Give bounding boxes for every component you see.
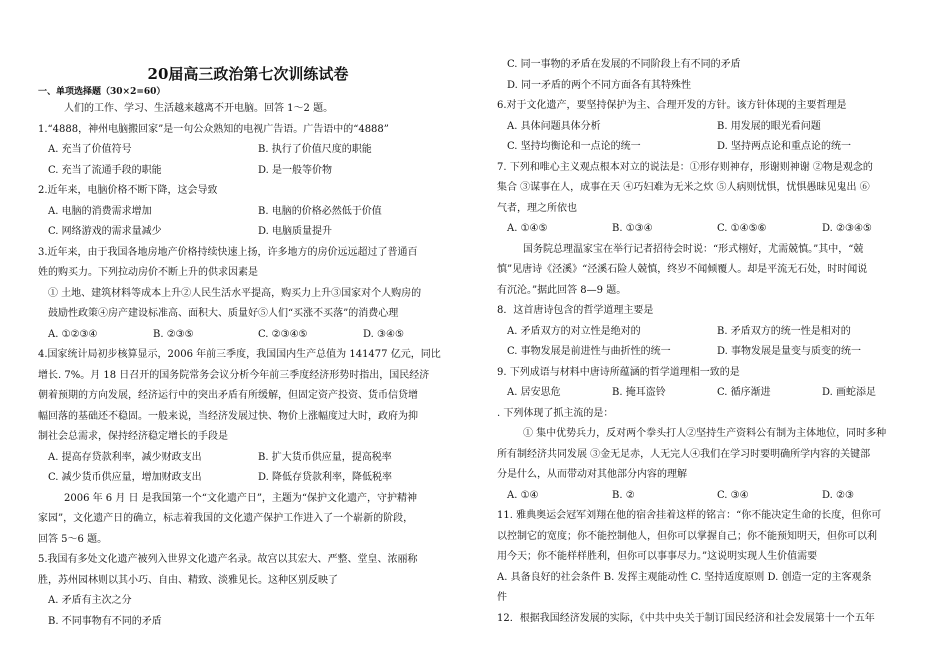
q8-option-a[interactable]: A. 矛盾双方的对立性是绝对的: [507, 325, 641, 337]
q4-options-row1: [38, 448, 458, 469]
q3-line-4: 鼓励性政策④房产建设标准高、面积大、质量好⑤人们“买涨不买落”的消费心理: [48, 308, 399, 319]
q3-option-c[interactable]: C. ②③④⑤: [258, 328, 308, 340]
q4-option-b[interactable]: B. 扩大货币供应量，提高税率: [258, 451, 392, 463]
q4-option-d[interactable]: D. 降低存贷款利率，降低税率: [258, 472, 393, 483]
q5-option-b[interactable]: B. 不同事物有不同的矛盾: [48, 615, 162, 627]
q1-options-row1: [38, 140, 458, 161]
right-column: [497, 55, 917, 629]
q7-option-c[interactable]: C. ①④⑤⑥: [717, 223, 767, 234]
q4-line-4: 幅回落的基础还不稳固。一般来说，当经济发展过快、物价上涨幅度过大时，政府为抑: [38, 410, 418, 422]
q5-option-d[interactable]: D. 同一矛盾的两个不同方面各有其特殊性: [507, 79, 692, 91]
q1-option-c[interactable]: C. 充当了流通手段的职能: [48, 164, 162, 176]
q4-line-5: 制社会总需求，保持经济稳定增长的手段是: [38, 431, 228, 442]
q4-options-row2: [38, 468, 458, 489]
q11-options-line: A. 具备良好的社会条件 B. 发挥主观能动性 C. 坚持适度原则 D. 创造一定的主客观条: [497, 571, 872, 583]
q5-pre-line-1: 2006 年 6 月 日 是我国第一个“文化遗产日”，主题为“保护文化遗产，守护精神: [64, 492, 418, 504]
q5-line-2: 胜，苏州园林则以其小巧、自由、精致、淡雅见长。这种区别反映了: [38, 574, 338, 586]
q9-stem: 9. 下列成语与材料中唐诗所蕴涵的哲学道理相一致的是: [497, 366, 740, 378]
q4-line-1: 4.国家统计局初步核算显示，2006 年前三季度，我国国内生产总值为 141477 亿元，同比: [38, 349, 441, 360]
q6-option-a[interactable]: A. 具体问题具体分析: [507, 120, 601, 132]
q10-line-2: ① 集中优势兵力，反对两个拳头打人②坚持生产资料公有制为主体地位，同时多种: [523, 428, 887, 439]
q7-line-1: 7. 下列和唯心主义观点根本对立的说法是：①形存则神存，形谢则神谢 ②物是观念的: [497, 161, 873, 173]
q11-line-3: 用今天；你不能样样胜利，但你可以事事尽力。”这说明实现人生价值需要: [497, 551, 818, 562]
q1-option-a[interactable]: A. 充当了价值符号: [48, 144, 132, 155]
q8-options-row2: [497, 342, 917, 363]
q7-option-b[interactable]: B. ①③④: [612, 223, 653, 234]
q6-option-c[interactable]: C. 坚持均衡论和一点论的统一: [507, 141, 641, 152]
q9-option-d[interactable]: D. 画蛇添足: [822, 387, 877, 398]
q8-stem: 8．这首唐诗包含的哲学道理主要是: [497, 305, 654, 316]
q11-line-5: 件: [497, 592, 507, 603]
q5-option-a[interactable]: A. 矛盾有主次之分: [48, 595, 132, 606]
q12-line-1: 12．根据我国经济发展的实际，《中共中央关于制订国民经济和社会发展第十一个五年: [497, 612, 875, 624]
q11-line-1: 11. 雅典奥运会冠军刘翔在他的宿舍挂着这样的铭言：“你不能决定生命的长度，但你可: [497, 510, 882, 521]
q1-options-row2: [38, 161, 458, 182]
q10-option-a[interactable]: A. ①④: [507, 489, 539, 501]
q2-option-c[interactable]: C. 网络游戏的需求量减少: [48, 226, 162, 237]
q3-line-2: 姓的购买力。下列拉动房价不断上升的供求因素是: [38, 267, 258, 278]
q6-option-b[interactable]: B. 用发展的眼光看问题: [717, 120, 821, 132]
q10-option-b[interactable]: B. ②: [612, 489, 635, 501]
q4-line-3: 朝着预期的方向发展，经济运行中的突出矛盾有所缓解，但固定资产投资、货币信贷增: [38, 390, 418, 401]
q3-line-3: ① 土地、建筑材料等成本上升②人民生活水平提高，购买力上升③国家对个人购房的: [48, 287, 422, 299]
q2-option-d[interactable]: D. 电脑质量提升: [258, 226, 333, 237]
q1-option-d[interactable]: D. 是一般等价物: [258, 164, 333, 176]
q4-option-a[interactable]: A. 提高存贷款利率，减少财政支出: [48, 451, 202, 463]
q9-option-c[interactable]: C. 循序渐进: [717, 387, 771, 398]
q10-option-c[interactable]: C. ③④: [717, 489, 749, 501]
q10-line-4: 分是什么，从而带动对其他部分内容的理解: [497, 469, 687, 480]
q6-options-row1: [497, 117, 917, 138]
q8-option-d[interactable]: D. 事物发展是量变与质变的统一: [717, 346, 862, 357]
q3-options: [38, 325, 458, 346]
q8-option-c[interactable]: C. 事物发展是前进性与曲折性的统一: [507, 346, 671, 357]
q7-option-a[interactable]: A. ①④⑤: [507, 223, 548, 234]
q5-pre-line-3: 回答 5～6 题。: [38, 533, 108, 545]
q9-option-b[interactable]: B. 掩耳盗铃: [612, 387, 666, 398]
q9-option-a[interactable]: A. 居安思危: [507, 387, 561, 398]
q2-option-a[interactable]: A. 电脑的消费需求增加: [48, 205, 152, 217]
intro-text: 人们的工作、学习、生活越来越离不开电脑。回答 1～2 题。: [64, 103, 334, 114]
q2-stem: 2.近年来，电脑价格不断下降，这会导致: [38, 185, 218, 196]
q3-line-1: 3.近年来，由于我国各地房地产价格持续快速上扬，许多地方的房价远远超过了普通百: [38, 246, 418, 258]
q8-pre-line-3: 有沉沦。”据此回答 8—9 题。: [497, 284, 627, 296]
q7-line-2: 集合 ③谋事在人，成事在天 ④巧妇难为无米之炊 ⑤人病则忧惧，忧惧愚昧见鬼出 ⑥: [497, 182, 870, 193]
q8-option-b[interactable]: B. 矛盾双方的统一性是相对的: [717, 325, 851, 337]
q8-options-row1: [497, 322, 917, 343]
q7-option-d[interactable]: D. ②③④⑤: [822, 223, 872, 234]
q11-line-2: 以控制它的宽度；你不能控制他人，但你可以掌握自己；你不能预知明天，但你可以利: [497, 530, 877, 542]
q8-pre-line-1: 国务院总理温家宝在举行记者招待会时说：“形式栩好，尤需兢慎。”其中，“兢: [523, 243, 864, 255]
q9-options: [497, 383, 917, 404]
q10-options: [497, 486, 917, 507]
q10-line-3: 所有制经济共同发展 ③金无足赤，人无完人④我们在学习时要明确所学内容的关键部: [497, 448, 871, 460]
q3-option-d[interactable]: D. ③④⑤: [363, 328, 404, 340]
q8-pre-line-2: 慎”见唐诗《泾溪》“泾溪石险人兢慎，终岁不闻倾覆人。却是平流无石处，时时闻说: [497, 264, 868, 275]
q5-option-c[interactable]: C. 同一事物的矛盾在发展的不同阶段上有不同的矛盾: [507, 59, 741, 70]
q4-option-c[interactable]: C. 减少货币供应量，增加财政支出: [48, 472, 202, 483]
q6-stem: 6.对于文化遗产，要坚持保护为主、合理开发的方针。该方针体现的主要哲理是: [497, 100, 847, 111]
q3-option-a[interactable]: A. ①②③④: [48, 328, 98, 340]
section-heading: 一、单项选择题（30×2=60）: [38, 87, 166, 97]
q6-options-row2: [497, 137, 917, 158]
q5-pre-line-2: 家园”，文化遗产日的确立，标志着我国的文化遗产保护工作进入了一个崭新的阶段，: [38, 513, 414, 524]
q2-option-b[interactable]: B. 电脑的价格必然低于价值: [258, 205, 382, 217]
q2-options-row2: [38, 222, 458, 243]
q10-line-1: . 下列体现了抓主流的是：: [497, 407, 614, 419]
exam-title: 20届高三政治第七次训练试卷: [147, 65, 349, 83]
q5-line-1: 5.我国有多处文化遗产被列入世界文化遗产名录。故宫以其宏大、严整、堂皇、浓丽称: [38, 554, 418, 565]
q4-line-2: 增长. 7%。月 18 日召开的国务院常务会议分析今年前三季度经济形势时指出，国民经济: [38, 369, 430, 381]
q1-option-b[interactable]: B. 执行了价值尺度的职能: [258, 144, 372, 155]
q3-option-b[interactable]: B. ②③⑤: [153, 328, 194, 340]
q10-option-d[interactable]: D. ②③: [822, 489, 854, 501]
q6-option-d[interactable]: D. 坚持两点论和重点论的统一: [717, 141, 852, 152]
q7-options: [497, 219, 917, 240]
q7-line-3: 气者，理之所依也: [497, 202, 577, 214]
left-column: [38, 0, 458, 632]
q1-stem: 1.“4888，神州电脑搬回家”是一句公众熟知的电视广告语。广告语中的“4888”: [38, 123, 389, 135]
q2-options-row1: [38, 202, 458, 223]
